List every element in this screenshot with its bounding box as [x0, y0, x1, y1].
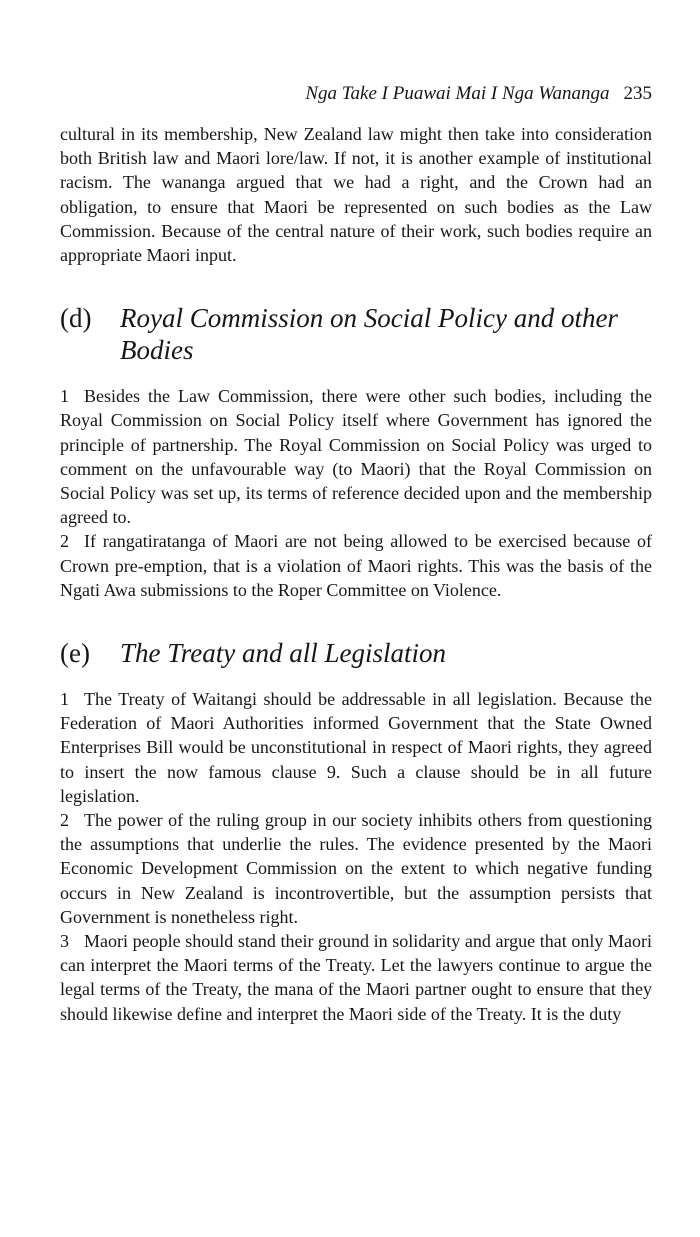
section-heading-e: [60, 637, 652, 669]
paragraph-text: The power of the ruling group in our society inhibits others from questioning the assumptions that underlie the rules. The evidence presented by the Maori Economic Development Commission on the extent to which negative funding occurs in New Zealand is incontrovertible, but the assumption persists that Government is nonetheless right.: [60, 810, 652, 927]
section-title-d: Royal Commission on Social Policy and other Bodies: [120, 303, 618, 366]
paragraph-number: 1: [60, 386, 69, 407]
section-heading-d: [60, 302, 652, 366]
paragraph-text: Maori people should stand their ground in solidarity and argue that only Maori can interpret the Maori terms of the Treaty. Let the lawyers continue to argue the legal terms of the Treaty, the mana of the Maori partner ought to ensure that they should likewise define and interpret the Maori side of the Treaty. It is the duty: [60, 931, 652, 1024]
paragraph-d-1: [60, 384, 652, 529]
paragraph-e-3: [60, 929, 652, 1026]
paragraph-number: 2: [60, 810, 69, 831]
book-page: [60, 82, 652, 1026]
paragraph-text: Besides the Law Commission, there were other such bodies, including the Royal Commission on Social Policy itself where Government has ignored the principle of partnership. The Royal Commission on Social Policy was urged to comment on the unfavourable way (to Maori) that the Royal Commission on Social Policy was set up, its terms of reference decided upon and the membership agreed to.: [60, 386, 652, 528]
section-letter-e: (e): [60, 638, 90, 669]
paragraph-number: 3: [60, 931, 69, 952]
running-head: [60, 82, 652, 122]
paragraph-e-2: [60, 808, 652, 929]
opening-paragraph: cultural in its membership, New Zealand law might then take into consideration both British law and Maori lore/law. If not, it is another example of institutional racism. The wananga argued that we had a right, and the Crown had an obligation, to ensure that Maori be represented on such bodies as the Law Commission. Because of the central nature of their work, such bodies require an appropriate Maori input.: [60, 124, 652, 266]
paragraph-text: If rangatiratanga of Maori are not being allowed to be exercised because of Crown pre-emption, that is a violation of Maori rights. This was the basis of the Ngati Awa submissions to the Roper Committee on Violence.: [60, 531, 652, 600]
running-head-title: Nga Take I Puawai Mai I Nga Wananga: [305, 83, 610, 104]
paragraph-d-2: [60, 529, 652, 602]
paragraph-number: 1: [60, 689, 69, 710]
paragraph-text: The Treaty of Waitangi should be addressable in all legislation. Because the Federation of Maori Authorities informed Government that the State Owned Enterprises Bill would be unconstitutional in respect of Maori rights, they agreed to insert the now famous clause 9. Such a clause should be in all future legislation.: [60, 689, 652, 806]
page-number: 235: [623, 83, 652, 104]
paragraph-number: 2: [60, 531, 69, 552]
paragraph-e-1: [60, 687, 652, 808]
section-title-e: The Treaty and all Legislation: [120, 638, 447, 669]
section-letter-d: (d): [60, 303, 92, 334]
